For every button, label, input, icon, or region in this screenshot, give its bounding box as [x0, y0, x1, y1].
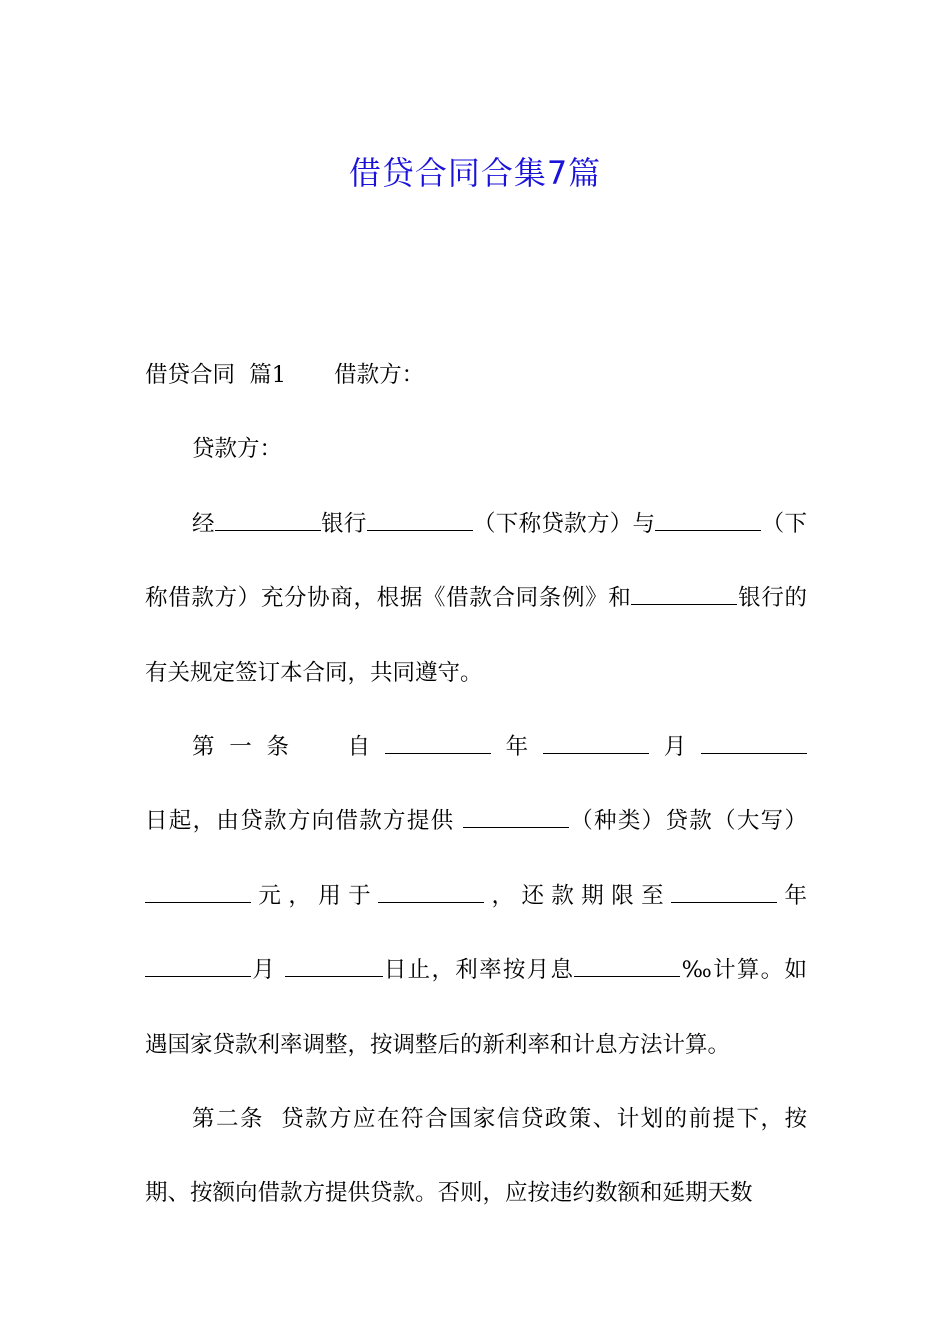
blank-field [701, 732, 807, 754]
article-1-text-k: ‰计算。如遇国家贷款利率调整，按调整后的新利率和计息方法计算。 [145, 957, 807, 1058]
preamble-paragraph [145, 487, 807, 710]
article-1-text-g: ，还款期限至 [484, 882, 672, 909]
article-1-text-b: 年 [490, 734, 543, 761]
article-1-text-d: 日起，由贷款方向借款方提供 [145, 808, 463, 835]
article-1-text-e: （种类）贷款（大写） [568, 808, 807, 835]
article-2-text: 第二条 贷款方应在符合国家信贷政策、计划的前提下，按期、按额向借款方提供贷款。否则，应按违约数额和延期天数 [145, 1106, 807, 1207]
article-1-text-f: 元，用于 [251, 882, 379, 909]
borrower-label: 借款方： [334, 362, 425, 388]
blank-field [367, 508, 473, 530]
blank-field [317, 955, 383, 977]
blank-field [543, 732, 649, 754]
heading-line [145, 338, 807, 412]
blank-field [215, 508, 321, 530]
blank-field [655, 508, 761, 530]
blank-field [671, 880, 777, 902]
article-1-text-h: 年 [777, 882, 807, 909]
document-title: 借贷合同合集7篇 [348, 154, 602, 193]
blank-field [378, 880, 484, 902]
blank-field [145, 880, 251, 902]
document-body [145, 338, 807, 1231]
article-1-text-c: 月 [648, 734, 701, 761]
article-1-text-j: 日止，利率按月息 [382, 957, 575, 984]
section-heading: 借贷合同 篇1 [145, 362, 287, 388]
lender-label: 贷款方： [192, 436, 283, 463]
blank-field [385, 732, 491, 754]
blank-field [574, 955, 680, 977]
blank-field [631, 583, 737, 605]
lender-line [145, 412, 807, 486]
article-2-paragraph [145, 1082, 807, 1231]
preamble-text-e: 银行的有关规定签订本合同，共同遵守。 [145, 585, 807, 686]
article-1-text-i: 月 [251, 957, 285, 984]
article-1-text-a: 第一条 自 [192, 734, 385, 761]
preamble-text-d: （下称借款方）充分协商，根据《借款合同条例》和 [145, 510, 807, 612]
blank-field [285, 955, 317, 977]
preamble-text-b: 银行 [320, 510, 367, 537]
preamble-text-a: 经 [192, 510, 215, 537]
blank-field [145, 955, 251, 977]
blank-field [463, 806, 569, 828]
preamble-text-c: （下称贷款方）与 [472, 510, 656, 537]
article-1-paragraph [145, 710, 807, 1082]
